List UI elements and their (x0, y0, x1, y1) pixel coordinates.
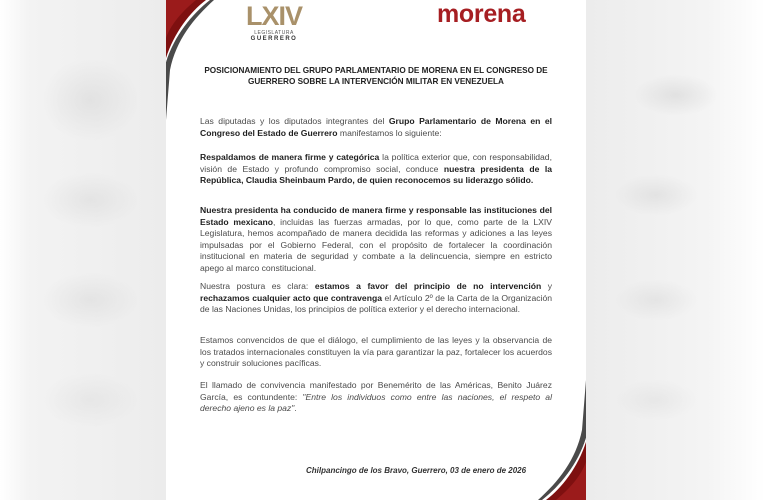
top-left-swoosh-decoration (166, 0, 226, 120)
text-segment: estamos a favor del principio de no intervención (314, 281, 542, 291)
morena-logo: morena (437, 0, 526, 28)
lxiv-legislatura-logo (246, 0, 302, 42)
text-segment: Respaldamos de manera firme y categórica (200, 152, 380, 162)
document-title (196, 65, 556, 87)
paragraph-intro (200, 116, 552, 139)
paragraph-dialogue (200, 335, 552, 370)
text-segment: "Entre los individuos como entre las naciones, el respeto al derecho ajeno es la paz" (200, 391, 552, 413)
text-segment: el Artículo 2º de la Carta de la Organización de las Naciones Unidas, los principios de política exterior y el derecho internacional. (200, 292, 552, 314)
text-segment: Nuestra presidenta ha conducido de manera firme y responsable las instituciones del Estado mexicano (200, 205, 552, 227)
text-segment: manifestamos lo siguiente: (337, 127, 442, 138)
title-line-1: POSICIONAMIENTO DEL GRUPO PARLAMENTARIO DE MORENA EN EL CONGRESO DE (204, 66, 548, 75)
paragraph-juarez-quote (200, 380, 552, 415)
blurred-background-left (0, 0, 166, 500)
text-segment: Grupo Parlamentario de Morena en el Congreso del Estado de Guerrero (200, 116, 552, 138)
text-segment: nuestra presidenta de la República, Claudia Sheinbaum Pardo, de quien reconocemos su liderazgo sólido. (200, 163, 552, 185)
text-segment: rechazamos cualquier acto que contravenga (200, 292, 382, 303)
text-segment: y (541, 281, 553, 291)
text-segment: . (294, 403, 297, 413)
text-segment: la política exterior que, con responsabilidad, visión de Estado y profundo compromiso social, conduce (200, 152, 552, 174)
text-segment: Nuestra postura es clara: (200, 281, 315, 291)
text-segment: El llamado de convivencia manifestado por Benemérito de las Américas, Benito Juárez García, es contundente: (200, 380, 552, 402)
paragraph-support (200, 152, 552, 187)
text-segment: Las diputadas y los diputados integrantes del (200, 116, 389, 126)
place-and-date: Chilpancingo de los Bravo, Guerrero, 03 de enero de 2026 (306, 466, 527, 475)
lxiv-mark: LXIV (246, 1, 303, 31)
document-page (166, 0, 586, 500)
paragraph-non-intervention (200, 281, 552, 316)
text-segment: , incluidas las fuerzas armadas, por lo que, como parte de la LXIV Legislatura, hemos acompañado de manera decidida las reformas y adiciones a las leyes impulsadas por el Gobierno Federal, con el propósito de fortalecer la coordinación institucional en materia de seguridad y combate a la delincuencia, siempre en estricto apego al marco constitucional. (200, 216, 552, 273)
title-line-2: GUERRERO SOBRE LA INTERVENCIÓN MILITAR EN VENEZUELA (248, 77, 504, 86)
paragraph-institutions (200, 205, 552, 274)
blurred-background-right (586, 0, 765, 500)
text-segment: Estamos convencidos de que el diálogo, el cumplimiento de las leyes y la observancia de los tratados internacionales constituyen la vía para garantizar la paz, fortalecer los acuerdos y construir soluciones pacíficas. (200, 335, 552, 368)
lxiv-subtitle: LEGISLATURA (254, 30, 294, 36)
lxiv-state: GUERRERO (250, 36, 298, 42)
